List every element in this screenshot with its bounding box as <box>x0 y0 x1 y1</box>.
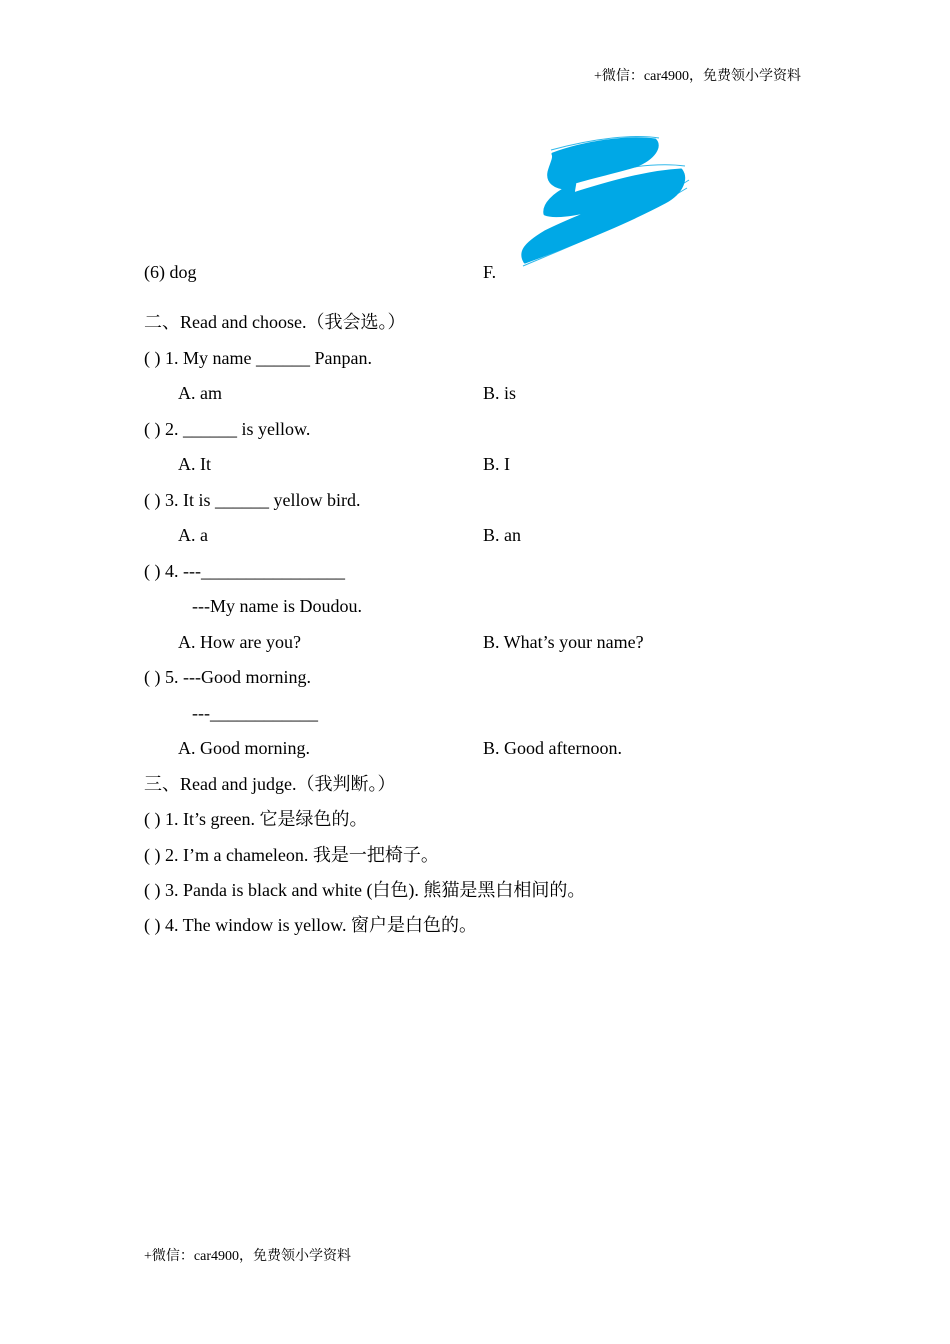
q1-stem: ( ) 1. My name ______ Panpan. <box>144 348 372 368</box>
q2-option-a: A. It <box>178 454 211 474</box>
section3-title: 三、Read and judge.（我判断。） <box>144 774 396 794</box>
q5-stem: ( ) 5. ---Good morning. <box>144 667 311 687</box>
footer-watermark: +微信：car4900，免费领小学资料 <box>144 1249 351 1264</box>
q4-option-a: A. How are you? <box>178 632 301 652</box>
q1-option-a: A. am <box>178 383 222 403</box>
header-watermark: +微信：car4900，免费领小学资料 <box>594 69 801 84</box>
q5-option-a: A. Good morning. <box>178 738 310 758</box>
blue-crayon-scribble-icon <box>515 132 695 270</box>
q3-option-a: A. a <box>178 525 208 545</box>
judge-item-4: ( ) 4. The window is yellow. 窗户是白色的。 <box>144 915 477 935</box>
q2-stem: ( ) 2. ______ is yellow. <box>144 419 311 439</box>
q2-option-b: B. I <box>483 454 510 474</box>
judge-item-1: ( ) 1. It’s green. 它是绿色的。 <box>144 809 368 829</box>
q4-option-b: B. What’s your name? <box>483 632 644 652</box>
q5-option-b: B. Good afternoon. <box>483 738 622 758</box>
judge-item-3: ( ) 3. Panda is black and white (白色). 熊猫是黑白相间的。 <box>144 880 586 900</box>
match-word-dog: (6) dog <box>144 262 197 282</box>
q5-dialog: ---____________ <box>192 703 318 723</box>
section2-title: 二、Read and choose.（我会选。） <box>144 312 406 332</box>
match-letter-f: F. <box>483 262 497 282</box>
q3-stem: ( ) 3. It is ______ yellow bird. <box>144 490 361 510</box>
q4-dialog: ---My name is Doudou. <box>192 596 362 616</box>
q1-option-b: B. is <box>483 383 517 403</box>
q3-option-b: B. an <box>483 525 521 545</box>
q4-stem: ( ) 4. ---________________ <box>144 561 345 581</box>
judge-item-2: ( ) 2. I’m a chameleon. 我是一把椅子。 <box>144 845 439 865</box>
